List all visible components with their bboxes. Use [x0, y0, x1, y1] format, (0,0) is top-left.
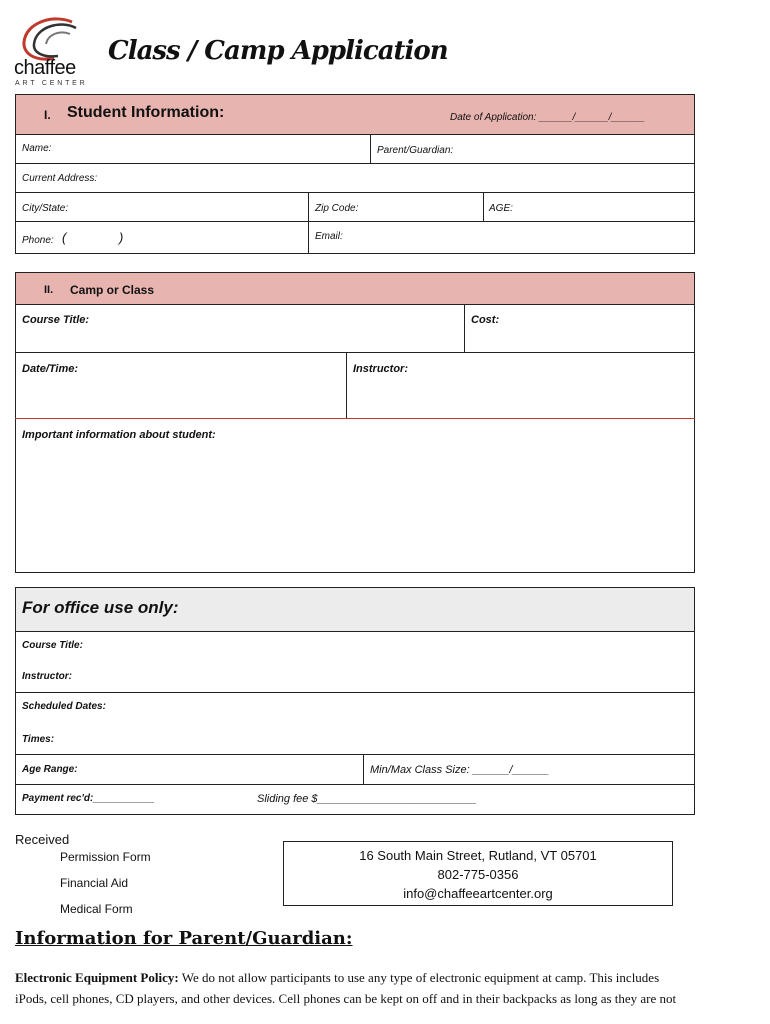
logo-text: chaffee — [14, 57, 76, 79]
contact-email: info@chaffeeartcenter.org — [403, 886, 553, 901]
phone-paren-open: ( — [62, 230, 67, 245]
current-address-field[interactable]: Current Address: — [22, 173, 98, 184]
date-time-field[interactable]: Date/Time: — [22, 363, 79, 375]
zip-code-field[interactable]: Zip Code: — [315, 203, 359, 214]
logo-subtext: ART CENTER — [15, 80, 88, 87]
parent-guardian-field[interactable]: Parent/Guardian: — [377, 145, 454, 156]
policy-title: Electronic Equipment Policy: — [15, 970, 179, 985]
policy-line-1: We do not allow participants to use any type of electronic equipment at camp. This includes — [178, 970, 660, 985]
office-course-title[interactable]: Course Title: — [22, 640, 83, 651]
received-permission-form[interactable]: Permission Form — [60, 850, 151, 864]
name-field[interactable]: Name: — [22, 143, 52, 154]
office-sliding-fee[interactable]: Sliding fee $__________________________ — [257, 793, 477, 805]
date-of-application[interactable]: Date of Application: ______/______/______ — [450, 112, 645, 123]
cost-field[interactable]: Cost: — [471, 314, 500, 326]
section-numeral-2: II. — [44, 284, 54, 296]
contact-phone: 802-775-0356 — [437, 867, 519, 882]
section-numeral: I. — [44, 108, 51, 122]
city-state-field[interactable]: City/State: — [22, 203, 69, 214]
received-label: Received — [15, 832, 70, 847]
received-medical-form[interactable]: Medical Form — [60, 902, 133, 916]
camp-class-section — [15, 272, 695, 573]
email-field[interactable]: Email: — [315, 231, 343, 242]
office-use-heading: For office use only: — [22, 598, 179, 617]
section-heading: Student Information: — [67, 104, 225, 121]
office-payment[interactable]: Payment rec'd:___________ — [22, 793, 155, 804]
section-heading-2: Camp or Class — [70, 283, 155, 297]
course-title-field[interactable]: Course Title: — [22, 314, 90, 326]
important-info-field[interactable]: Important information about student: — [22, 429, 216, 441]
info-heading: Information for Parent/Guardian: — [15, 928, 353, 949]
office-scheduled-dates[interactable]: Scheduled Dates: — [22, 701, 106, 712]
office-instructor[interactable]: Instructor: — [22, 671, 72, 682]
phone-field[interactable]: Phone: — [22, 235, 54, 246]
office-age-range[interactable]: Age Range: — [22, 764, 78, 775]
instructor-field[interactable]: Instructor: — [353, 363, 408, 375]
received-financial-aid[interactable]: Financial Aid — [60, 876, 129, 890]
page-title: Class / Camp Application — [108, 36, 448, 66]
policy-paragraph — [15, 967, 767, 1009]
phone-paren-close: ) — [119, 230, 124, 245]
office-class-size[interactable]: Min/Max Class Size: ______/______ — [370, 764, 550, 776]
logo — [14, 16, 88, 86]
office-times[interactable]: Times: — [22, 734, 55, 745]
contact-box — [283, 841, 673, 906]
office-use-section — [15, 587, 695, 815]
policy-line-2: iPods, cell phones, CD players, and other devices. Cell phones can be kept on off and in their backpacks as long as they are not — [15, 991, 677, 1006]
age-field[interactable]: AGE: — [489, 203, 513, 214]
contact-address: 16 South Main Street, Rutland, VT 05701 — [359, 848, 597, 863]
